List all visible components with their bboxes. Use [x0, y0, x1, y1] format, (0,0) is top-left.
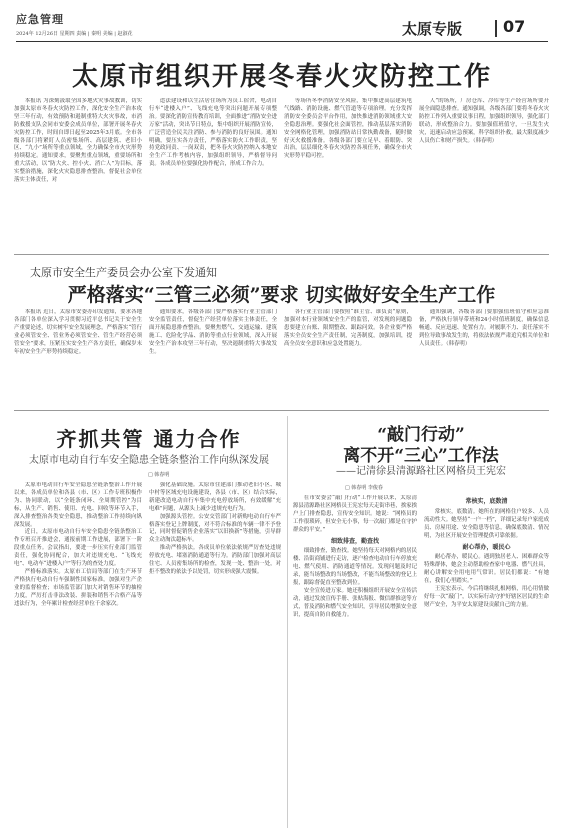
article4-subhead: 细致排查，勤查找 [330, 537, 379, 545]
article3-paragraph: 近日，太原市电动自行车安全隐患全链条整治工作专班召开推进会，通报前期工作进展，部署下一阶段重点任务。会议指出，要进一步压实行业部门监管责任，强化协同配合，加大对违规充电、“飞线充电”、电动车“进楼入户”等行为的查处力度。 [14, 529, 142, 568]
article1-paragraph: 人”的场所，厂房仓库、冷库等生产经营场所要开展全面隐患排查。通知强调，各级各部门要将冬春火灾防控工作列入重要议事日程，加强组织领导，强化部门联动，形成整治合力。要加强值班值守，一旦发生火灾，迅速启动应急预案，科学组织扑救，最大限度减少人员伤亡和财产损失。（韩春明） [419, 98, 549, 144]
article3-paragraph: 强化基础设施。太原市住建部门推动老旧小区、城中村等区域充电设施建设，各县（市、区）结合实际，新建改造电动自行车集中充电停放场所，有效缓解“充电难”问题，从源头上减少违规充电行为。 [149, 482, 281, 512]
publication-name: 太原专版 [402, 20, 463, 38]
article2-paragraph: 通知强调，各级各部门要加强值班值守和应急准备，严格执行领导带班和24小时值班制度，确保信息畅通、反应迅速、处置有力。对履职不力、责任落实不到位导致事故发生的，将依法依规严肃追究相关单位和人员责任。（韩春明） [419, 309, 549, 347]
article2-kicker: 太原市安全生产委员会办公室下发通知 [30, 266, 217, 279]
article4-headline-line1: “敲门行动” [377, 425, 465, 445]
article3-byline: □ 韩春明 [148, 472, 170, 478]
article2-headline: 严格落实“三管三必须”要求 切实做好安全生产工作 [67, 284, 496, 306]
page-header [0, 0, 563, 42]
article3-headline: 齐抓共管 通力合作 [56, 427, 242, 451]
section-divider [14, 254, 549, 255]
article1-column-4 [419, 98, 549, 248]
article2-column-1 [14, 309, 142, 405]
issue-meta: 2024年 12月26日 星期四 责编 | 秦明 美编 | 赵淑花 [16, 31, 133, 37]
article1-column-2 [149, 98, 277, 248]
article2-column-4 [419, 309, 549, 405]
article4-paragraph: 常核实，底数清。她所在的网格住户较多、人员流动性大。她坚持“一户一档”，详细记录每户家庭成员、房屋用途、安全隐患等信息，确保底数清、情况明，为社区开展安全管理提供可靠依据。 [424, 508, 549, 539]
article4-paragraph: 安全宣传进万家。她还积极组织开展安全宣传活动，通过发放宣传手册、张贴海报、微信群推送等方式，普及消防和燃气安全知识，引导居民增强安全意识，提高自防自救能力。 [293, 587, 417, 618]
article4-subhead: 耐心帮办，暖民心 [462, 543, 511, 551]
article2-paragraph: 各行业主管部门要按照“谁主管、谁负责”原则，加强对本行业领域安全生产的监管，对发现的问题隐患要建立台账、限期整改、跟踪问效。各企业要严格落实全员安全生产责任制，完善制度，加强培训，提高全员安全意识和应急处置能力。 [284, 309, 412, 347]
article3-column-2 [149, 482, 281, 827]
article1-column-1 [14, 98, 142, 248]
article4-paragraph: 在市安委会“敲门行动”工作开展以来，太原清源县清源路社区网格员王宪宏每天走街串巷，挨家挨户上门排查隐患，宣传安全知识。她说：“网格员的工作很琐碎，但安全无小事，每一次敲门都是在守护群众的平安。” [293, 495, 417, 533]
article3-paragraph: 加强源头管控。公安交管部门对新购电动自行车严格落实登记上牌制度，对不符合标准的车辆一律不予登记，同时督促销售企业落实“以旧换新”等措施，引导群众主动淘汰超标车。 [149, 513, 281, 544]
article4-headline-line2: 离不开“三心”工作法 [343, 446, 499, 466]
article3-column-1 [14, 482, 142, 827]
article4-column-1 [293, 495, 417, 827]
section-name: 应急管理 [16, 13, 64, 26]
article4-paragraph: 耐心帮办，暖民心。遇到独居老人、困难群众等特殊群体，她会主动帮助检查家中电器、燃气灶具，耐心讲解安全用电用气常识。居民们都说：“有她在，我们心里踏实。” [424, 554, 549, 585]
article2-paragraph: 本报讯 近日，太原市安委办印发通知，要求各地各部门各单位深入学习贯彻习近平总书记关于安全生产重要论述，切实树牢安全发展理念，严格落实“管行业必须管安全、管业务必须管安全、管生产经营必须管安全”要求，压紧压实安全生产各方责任，确保岁末年初安全生产形势持续稳定。 [14, 309, 142, 355]
article4-subtitle: ——记清徐县清源路社区网格员王宪宏 [336, 466, 506, 477]
article4-subhead: 常核实，底数清 [465, 498, 508, 505]
article3-paragraph: 太原市电动自行车安全隐患全链条整治工作开展以来，各成员单位和各县（市、区）工作专班积极作为、协同联动，以“全链条闭环、全周期管控”为目标，从生产、销售、使用、充电、回收等环节入手，深入排查整治各类安全隐患，推动整治工作持续向纵深发展。 [14, 482, 142, 528]
header-separator [495, 20, 497, 37]
article2-column-2 [149, 309, 277, 405]
page-number: 07 [503, 17, 526, 36]
article2-column-3 [284, 309, 412, 405]
article4-column-2 [424, 495, 549, 827]
article4-paragraph: 细致排查，勤查找。她坚持每天对网格内的居民楼、沿街商铺进行走访，逐户检查电动自行车停放充电、燃气使用、消防通道等情况。发现问题及时记录，能当场整改的当场整改，不能当场整改的登记上报，跟踪督促直至整改到位。 [293, 548, 417, 587]
article3-paragraph: 推动严格执法。各成员单位依法依规严厉查处违规停放充电、堵塞消防通道等行为。消防部门加强对高层住宅、人员密集场所的检查，发现一处、整治一处，对拒不整改的依法予以处罚，切实形成强大震慑。 [149, 545, 281, 575]
header-rule [16, 41, 548, 42]
section-divider [14, 410, 549, 411]
article1-column-3 [284, 98, 412, 248]
article4-byline: □ 韩春明 李俊春 [345, 485, 383, 491]
article3-paragraph: 严格标准落实。太原市工信局等部门在生产环节严格执行电动自行车强制性国家标准，加强对生产企业的监督检查；市场监管部门加大对销售环节的抽检力度，严厉打击非法改装、拼装和销售不合格产品等违法行为，全年累计检查经营单位千余家次。 [14, 568, 142, 607]
article4-paragraph: 王宪宏表示，今后将继续扎根网格，用心用情做好每一次“敲门”，以实际行动守护好辖区居民的生命财产安全，为平安太原建设贡献自己的力量。 [424, 586, 549, 608]
article3-subtitle: 太原市电动自行车安全隐患全链条整治工作向纵深发展 [29, 455, 269, 466]
column-divider [287, 416, 288, 828]
article2-paragraph: 通知要求，各级各部门要严格落实行业主管部门安全监管责任，督促生产经营单位落实主体责任，全面开展隐患排查整治。要聚焦燃气、交通运输、建筑施工、危险化学品、消防等重点行业领域，深入开展安全生产治本攻坚三年行动，坚决遏制重特大事故发生。 [149, 309, 277, 355]
article1-headline: 太原市组织开展冬春火灾防控工作 [71, 62, 492, 92]
article1-paragraph: 等场所冬季消防安全风险，集中推进高层建筑电气线路、消防设施、燃气管道等专项治理。充分发挥消防安全委员会平台作用，加快推进消防领域重大安全隐患治理。要强化社会面管控，推动基层落实消防安全网格化管理，加强消防站日常执勤战备，随时做好灭火救援准备。各级各部门要立足早、着眼防、突出治，层层细化冬春火灾防控各项任务，确保全市火灾形势平稳可控。 [284, 98, 412, 160]
article1-paragraph: 违法建设和以生活居住场所为员工宿舍，电动自行车“进楼入户”、飞线充电等突出问题开展专项整治。要深化消防宣传教育培训，全面推进“消防安全进万家”活动，突出节日特点，集中组织开展消防宣传，广泛营造全民关注消防、参与消防的良好氛围。通知明确，要压实各方责任，严格落实防火工作职责，坚持党政同责、一岗双责，把冬春火灾防控纳入本地安全生产工作考核内容，加强组织领导，严格督导问责。各成员单位要强化协作配合，形成工作合力。 [149, 98, 277, 168]
article1-paragraph: 本报讯 为深刻汲取全国多地火灾事故教训，切实加强太原市冬春火灾防控工作，深化安全生产治本攻坚三年行动，有效预防和遏制重特大火灾事故，市消防救援支队会同市安委会成员单位，部署开展冬春火灾防控工作，时间自即日起至2025年3月底。全市各级各部门将紧盯人员密集场所、高层建筑、老旧小区、“九小”场所等重点领域，全力确保全市火灾形势持续稳定。通知要求，要聚焦重点领域，重要场所和重大活动，以“防大火、控小火、消亡人”为目标，落实整治措施，深化火灾隐患排查整治，督促社会单位落实主体责任，对 [14, 98, 142, 184]
